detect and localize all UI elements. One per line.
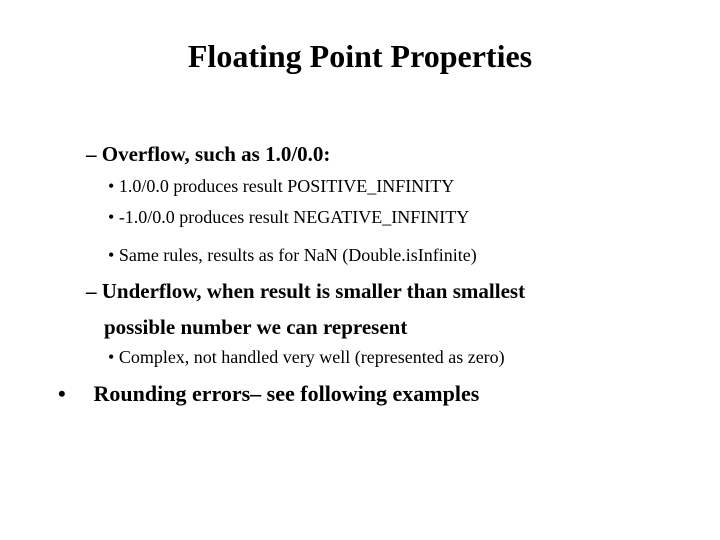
dash-marker: – [86, 279, 97, 303]
underflow-continuation [104, 314, 407, 340]
rounding-text: Rounding errors– see following examples [93, 381, 480, 406]
bullet-marker: • [108, 245, 115, 265]
bullet-marker: • [108, 347, 115, 367]
bullet-text: Same rules, results as for NaN (Double.isInfinite) [118, 245, 477, 265]
bullet-item [108, 206, 469, 228]
underflow-heading [86, 278, 525, 304]
bullet-text: 1.0/0.0 produces result POSITIVE_INFINITY [118, 176, 455, 196]
bullet-marker: • [108, 207, 115, 227]
overflow-heading [86, 141, 330, 167]
underflow-text-line2: possible number we can represent [104, 315, 408, 339]
bullet-item [108, 175, 454, 197]
dash-marker: – [86, 142, 97, 166]
underflow-text-line1: Underflow, when result is smaller than smallest [101, 279, 526, 303]
bullet-marker: • [108, 176, 115, 196]
bullet-marker: • [58, 381, 66, 406]
bullet-item [108, 244, 477, 266]
rounding-bullet [58, 380, 479, 408]
bullet-item [108, 346, 505, 368]
overflow-text: Overflow, such as 1.0/0.0: [101, 142, 331, 166]
bullet-text: -1.0/0.0 produces result NEGATIVE_INFINITY [118, 207, 470, 227]
slide-title: Floating Point Properties [187, 38, 533, 74]
bullet-text: Complex, not handled very well (represented as zero) [118, 347, 505, 367]
